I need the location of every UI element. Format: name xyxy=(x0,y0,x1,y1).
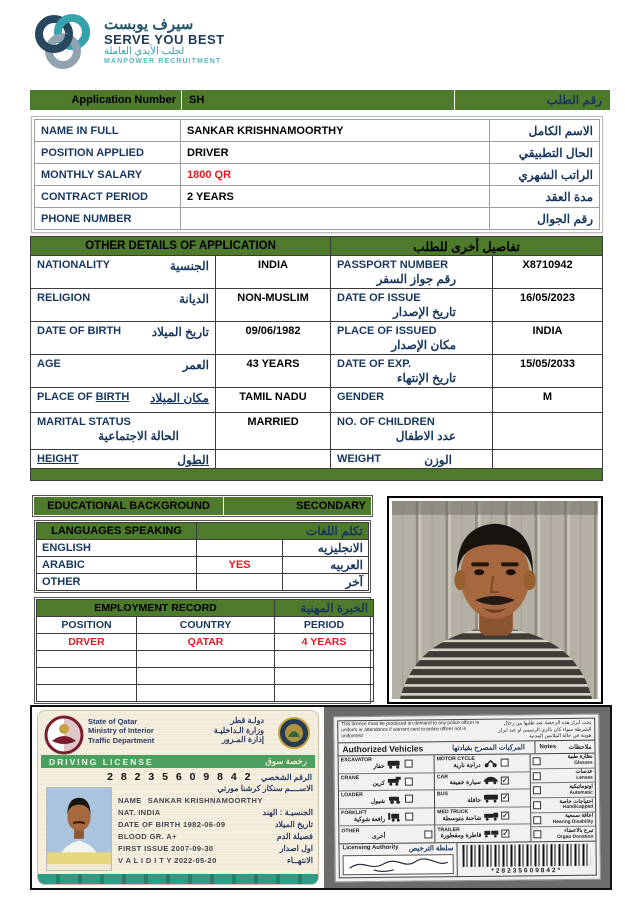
table-row xyxy=(35,164,600,186)
table-row xyxy=(37,668,374,685)
table-row xyxy=(37,685,374,702)
authorized-vehicles-title-ar: المركبات المصرح بقيادتها xyxy=(452,743,525,752)
section-title-ar: تفاصيل أخرى للطلب xyxy=(331,237,603,256)
knot-logo-icon xyxy=(30,8,96,74)
field-value: INDIA xyxy=(216,256,331,289)
vehicle-row: EXCAVATOR حفار xyxy=(339,755,434,774)
vehicle-checkbox xyxy=(501,758,509,766)
notes-label: Notes xyxy=(539,743,557,750)
employment-cell: DRVER xyxy=(37,634,137,651)
vehicle-row: CAR سيارة خفيفة ✓ xyxy=(435,771,530,790)
language-label-ar: آخر xyxy=(283,574,369,591)
signature-icon xyxy=(344,855,454,874)
note-row: تبرع بالاعضاء Organ Donation xyxy=(531,827,595,841)
table-row xyxy=(31,450,603,469)
vehicle-checkbox xyxy=(405,777,413,785)
note-checkbox xyxy=(533,815,541,823)
vehicle-icon xyxy=(387,777,403,786)
license-validity-ar: الانتهــاء xyxy=(287,855,313,865)
table-row xyxy=(31,256,603,289)
license-title-ar: رخصة سوق xyxy=(265,756,307,766)
license-back-footer xyxy=(338,841,596,878)
license-title-en: DRIVING LICENSE xyxy=(49,756,154,767)
table-row xyxy=(31,413,603,450)
vehicle-checkbox: ✓ xyxy=(502,829,509,837)
licensing-authority-label-ar: سلطة الترخيص xyxy=(408,844,454,853)
field-label-ar: الطول xyxy=(177,453,209,467)
note-row: احتياجات خاصة Handicapped xyxy=(531,797,595,812)
vehicle-row: FORKLIFT رافعة شوكية xyxy=(339,808,434,827)
application-number-label-ar: رقم الطلب xyxy=(546,93,602,107)
vehicle-checkbox: ✓ xyxy=(502,812,509,820)
vehicle-row: CRANE كرين xyxy=(339,772,434,791)
field-value: TAMIL NADU xyxy=(216,388,331,413)
table-row xyxy=(35,142,600,164)
employment-cell xyxy=(275,651,374,668)
license-front-pane xyxy=(32,707,324,888)
education-label: EDUCATIONAL BACKGROUND xyxy=(34,497,224,515)
field-label: PASSPORT NUMBER xyxy=(337,259,449,271)
field-label-ar: مكان الإصدار xyxy=(391,338,456,352)
note-row: نظارة طبية Glasses xyxy=(531,753,595,768)
field-label-ar: عدد الاطفال xyxy=(395,429,456,443)
table-header-row xyxy=(31,237,603,256)
license-name-value: SANKAR KRISHNAMOORTHY xyxy=(147,796,263,805)
field-label: GENDER xyxy=(331,388,493,413)
gcc-emblem-icon xyxy=(278,717,310,749)
logo-arabic-subtitle: لجلب الأيدي العاملة xyxy=(104,45,185,57)
languages-title-ar: تكلم اللغات xyxy=(197,523,369,540)
vehicle-icon xyxy=(387,759,403,768)
employment-cell xyxy=(37,651,137,668)
licensing-authority-label: Licensing Authority xyxy=(342,844,399,851)
employment-cell xyxy=(275,668,374,685)
vehicle-icon xyxy=(387,812,403,821)
table-row xyxy=(37,634,374,651)
license-issuer-ar: دولـة قطر وزارة الـداخليـة إدارة المـرور xyxy=(213,716,264,745)
vehicle-row: BUS حافلة ✓ xyxy=(435,789,530,808)
note-row: اوتوماتيكية Automatic xyxy=(531,783,595,798)
license-dob-ar: تاريخ الميلاد xyxy=(274,819,313,829)
vehicle-icon xyxy=(483,758,499,767)
column-header: PERIOD xyxy=(275,617,374,634)
language-value: YES xyxy=(197,557,283,574)
table-header-row xyxy=(37,600,374,617)
field-label: AGE xyxy=(37,358,61,370)
table-row xyxy=(31,469,603,481)
vehicle-checkbox xyxy=(405,795,413,803)
vehicle-checkbox xyxy=(405,759,413,767)
application-number-bar xyxy=(30,90,610,110)
field-value: NON-MUSLIM xyxy=(216,289,331,322)
vehicle-row: OTHER أخرى xyxy=(339,825,434,843)
column-header: POSITION xyxy=(37,617,137,634)
license-first-issue: FIRST ISSUE 2007-09-30 xyxy=(118,843,214,853)
table-header-row xyxy=(37,523,369,540)
field-label: WEIGHT xyxy=(337,453,381,465)
field-label-ar: الحالة الاجتماعية xyxy=(98,429,179,443)
employment-cell xyxy=(137,651,275,668)
field-value xyxy=(216,450,331,469)
field-label-ar: العمر xyxy=(182,358,209,372)
application-number-label: Application Number xyxy=(30,90,182,110)
field-value: 2 YEARS xyxy=(181,186,490,208)
field-value: M xyxy=(493,388,603,413)
table-row xyxy=(35,186,600,208)
license-validity: V A L I D I T Y 2022-05-20 xyxy=(118,855,217,865)
field-value: 09/06/1982 xyxy=(216,322,331,355)
company-logo xyxy=(30,8,225,74)
table-row xyxy=(31,322,603,355)
vehicles-grid xyxy=(338,753,597,844)
field-label: NAME IN FULL xyxy=(35,120,181,142)
field-value xyxy=(181,208,490,230)
vehicle-icon xyxy=(387,794,403,803)
notes-label-ar: ملاحظات xyxy=(568,743,592,750)
education-section xyxy=(32,495,373,517)
language-value xyxy=(197,574,283,591)
note-row: اعاقة سمعية Hearing Disability xyxy=(531,812,595,827)
field-label: DATE OF EXP. xyxy=(337,358,412,370)
field-label: MONTHLY SALARY xyxy=(35,164,181,186)
note-checkbox xyxy=(533,786,541,794)
vehicle-checkbox xyxy=(424,830,432,838)
language-label-ar: العربيه xyxy=(283,557,369,574)
employment-section xyxy=(34,597,371,704)
field-label-ar: الوزن xyxy=(424,453,452,467)
note-checkbox xyxy=(533,757,541,765)
license-fields xyxy=(118,785,313,869)
table-row xyxy=(37,651,374,668)
driving-license-back xyxy=(333,713,601,882)
field-label: PLACE OF BIRTH xyxy=(37,391,130,403)
field-label-ar: الجنسية xyxy=(169,259,209,273)
license-nationality: NAT. INDIA xyxy=(118,807,161,817)
field-label-ar: مكان الميلاد xyxy=(150,391,209,405)
table-row xyxy=(31,289,603,322)
field-label-ar: رقم الجوال xyxy=(490,208,600,230)
field-label: CONTRACT PERIOD xyxy=(35,186,181,208)
field-label: PHONE NUMBER xyxy=(35,208,181,230)
field-label: NATIONALITY xyxy=(37,259,111,271)
language-label-ar: الانجليزيه xyxy=(283,540,369,557)
field-label: RELIGION xyxy=(37,292,91,304)
table-row xyxy=(31,355,603,388)
vehicle-checkbox xyxy=(405,812,413,820)
license-photo-image xyxy=(47,788,111,870)
languages-section xyxy=(34,520,371,593)
barcode xyxy=(462,843,590,866)
license-scans-frame xyxy=(30,705,612,890)
field-value: MARRIED xyxy=(216,413,331,450)
table-row xyxy=(35,120,600,142)
field-label-ar: رقم جواز السفر xyxy=(376,272,456,286)
table-row xyxy=(37,574,369,591)
field-value: DRIVER xyxy=(181,142,490,164)
license-back-pane xyxy=(324,707,610,888)
main-info-table xyxy=(31,116,603,233)
note-checkbox xyxy=(533,801,541,809)
license-issuer-en: State of Qatar Ministry of Interior Traffic Department xyxy=(88,717,155,745)
employment-cell: 4 YEARS xyxy=(275,634,374,651)
license-number-label-ar: الرقم الشخصي xyxy=(260,772,312,782)
other-details-table xyxy=(30,236,603,481)
field-label-ar: الديانة xyxy=(178,292,209,306)
field-value: INDIA xyxy=(493,322,603,355)
field-label-ar: تاريخ الإنتهاء xyxy=(396,371,456,385)
field-label: HEIGHT xyxy=(37,453,79,465)
field-label-ar: تاريخ الميلاد xyxy=(151,325,209,339)
field-label: PLACE OF ISSUED xyxy=(337,325,437,337)
license-notice-ar: يجب ابراز هذه الرخصة عند طلبها من رجال الشرطة سواء كان بالزي الرسمي او عند ابراز هويته في حالة الملابس المدنية xyxy=(498,719,592,739)
vehicle-row: MED TRUCK شاحنة متوسطة ✓ xyxy=(435,807,530,826)
field-value xyxy=(493,450,603,469)
signature-box xyxy=(343,854,454,875)
note-checkbox xyxy=(533,771,541,779)
vehicle-row: TRAILER قاطرة ومقطورة ✓ xyxy=(437,826,509,840)
authorized-vehicles-title: Authorized Vehicles xyxy=(342,742,424,754)
field-value: 43 YEARS xyxy=(216,355,331,388)
table-row xyxy=(31,388,603,413)
field-value: 16/05/2023 xyxy=(493,289,603,322)
field-label: DATE OF BIRTH xyxy=(37,325,122,337)
note-checkbox xyxy=(533,830,541,838)
field-value: 15/05/2033 xyxy=(493,355,603,388)
license-dob: DATE OF BIRTH 1982-06-09 xyxy=(118,819,226,829)
driving-license-front xyxy=(37,710,319,885)
language-value xyxy=(197,540,283,557)
employment-cell: QATAR xyxy=(137,634,275,651)
field-label-ar: الراتب الشهري xyxy=(490,164,600,186)
section-title: OTHER DETAILS OF APPLICATION xyxy=(31,237,331,256)
vehicle-icon xyxy=(483,776,499,785)
language-label: OTHER xyxy=(37,574,197,591)
table-row xyxy=(37,557,369,574)
license-number-row xyxy=(38,771,312,783)
vehicle-icon xyxy=(483,811,499,820)
vehicle-icon xyxy=(483,828,499,837)
application-number-value: SH xyxy=(182,90,455,110)
field-label: DATE OF ISSUE xyxy=(337,292,421,304)
field-label: NO. OF CHILDREN xyxy=(337,416,435,428)
employment-cell xyxy=(37,668,137,685)
vehicle-row: LOADER شيول xyxy=(339,790,434,809)
table-row xyxy=(37,540,369,557)
field-label: POSITION APPLIED xyxy=(35,142,181,164)
portrait-image xyxy=(392,501,598,699)
employment-cell xyxy=(275,685,374,702)
barcode-number: *28235609842* xyxy=(491,866,563,874)
language-label: ENGLISH xyxy=(37,540,197,557)
field-value xyxy=(493,413,603,450)
table-column-header-row xyxy=(37,617,374,634)
logo-arabic-title: سيرف يوبست xyxy=(104,15,194,33)
license-name-label: NAME xyxy=(118,796,142,805)
field-label-ar: الحال التطبيقي xyxy=(490,142,600,164)
vehicle-checkbox: ✓ xyxy=(501,776,508,785)
employment-cell xyxy=(137,685,275,702)
vehicle-checkbox: ✓ xyxy=(502,794,508,802)
logo-english-title: SERVE YOU BEST xyxy=(104,31,225,47)
note-row: عدسات Lenses xyxy=(531,768,595,783)
field-label-ar: تاريخ الإصدار xyxy=(392,305,456,319)
license-first-issue-ar: اول اصدار xyxy=(279,843,313,853)
employment-title-ar: الخبرة المهنية xyxy=(275,600,374,617)
license-bottom-strip xyxy=(38,874,318,884)
language-label: ARABIC xyxy=(37,557,197,574)
license-blood-group-ar: فصيلة الدم xyxy=(276,831,313,841)
license-name-ar: الاســــم سنكار كرشنا مورتي xyxy=(217,784,313,793)
education-value: SECONDARY xyxy=(296,500,366,512)
field-label: MARITAL STATUS xyxy=(37,416,131,428)
license-blood-group: BLOOD GR. A+ xyxy=(118,831,177,841)
green-divider xyxy=(31,469,603,481)
license-notice xyxy=(337,717,595,743)
license-photo xyxy=(46,787,112,871)
applicant-photo xyxy=(387,496,603,704)
field-value: SANKAR KRISHNAMOORTHY xyxy=(181,120,490,142)
employment-title: EMPLOYMENT RECORD xyxy=(37,600,275,617)
license-title-banner xyxy=(41,755,315,768)
vehicle-icon xyxy=(483,793,499,802)
logo-english-subtitle: MANPOWER RECRUITMENT xyxy=(104,57,222,65)
employment-cell xyxy=(37,685,137,702)
license-notice-en: This licence must be produced on demand to any police officer in uniform or attendance if warrant card to police officer not in uniformed xyxy=(341,720,480,740)
employment-cell xyxy=(137,668,275,685)
qatar-emblem-icon xyxy=(44,715,84,755)
languages-title: LANGUAGES SPEAKING xyxy=(37,523,197,540)
field-label-ar: مدة العقد xyxy=(490,186,600,208)
field-label-ar: الاسم الكامل xyxy=(490,120,600,142)
table-row xyxy=(35,208,600,230)
column-header: COUNTRY xyxy=(137,617,275,634)
license-nationality-ar: الجنسيـة : الهند xyxy=(262,807,313,817)
license-number: 2 8 2 3 5 6 0 9 8 4 2 xyxy=(107,771,253,783)
vehicle-row: MOTOR CYCLE دراجة نارية xyxy=(435,754,530,773)
field-value: X8710942 xyxy=(493,256,603,289)
field-value: 1800 QR xyxy=(181,164,490,186)
